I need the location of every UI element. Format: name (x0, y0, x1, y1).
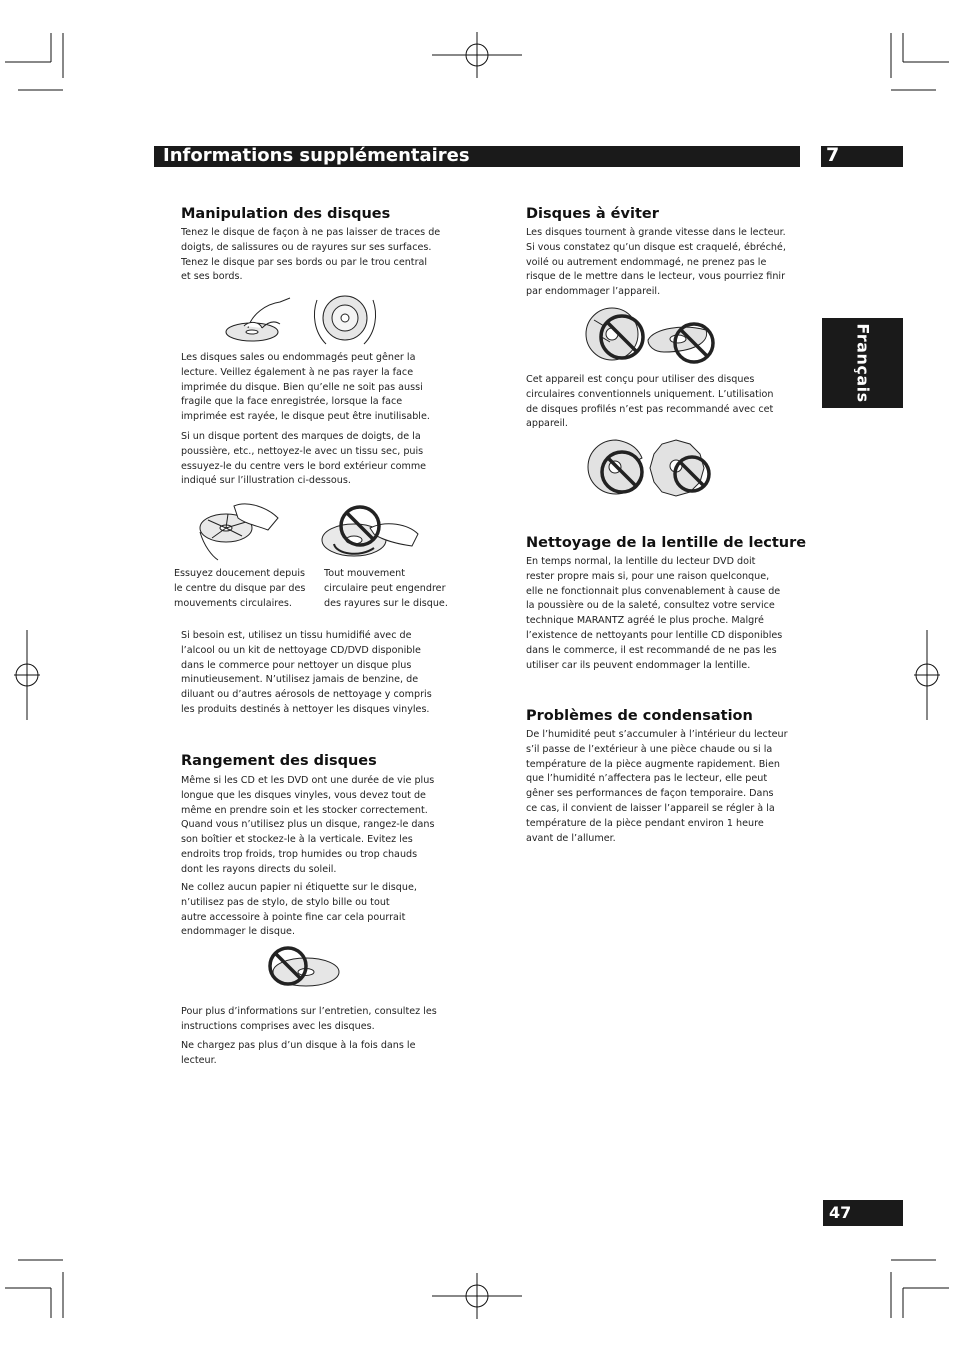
language-tab-label-wrap (822, 318, 903, 408)
text-line: fragile que la face enregistrée, lorsque la face (181, 396, 403, 408)
page-number: 47 (829, 1203, 852, 1222)
text-line: le centre du disque par des (174, 582, 306, 594)
paragraph (526, 555, 802, 673)
text-line: ce cas, il convient de laisser l’appareil se régler à la (526, 802, 775, 814)
text-line: même en prendre soin et les stocker correctement. (181, 804, 428, 816)
text-line: Tout mouvement (324, 568, 405, 579)
no-circular-wipe-illustration (320, 504, 420, 570)
text-line: n’utilisez pas de stylo, de stylo bille ou tout (181, 896, 390, 908)
text-line: son boîtier et stockez-le à la verticale. Evitez les (181, 834, 413, 846)
text-line: diluant ou d’autres aérosols de nettoyage y compris (181, 689, 432, 701)
disc-handling-illustration (222, 292, 382, 348)
text-line: poussière, etc., nettoyez-le avec un tissu sec, puis (181, 445, 424, 457)
paragraph (181, 774, 457, 878)
text-line: l’existence de nettoyants pour lentille CD disponibles (526, 629, 783, 641)
heading-nettoyage: Nettoyage de la lentille de lecture (526, 535, 807, 551)
text-line: et ses bords. (181, 271, 243, 283)
text-line: Cet appareil est conçu pour utiliser des disques (526, 374, 755, 385)
text-line: dans le commerce, il est recommandé de ne pas les (526, 644, 777, 656)
caption-wipe-no (324, 567, 448, 611)
paragraph (181, 629, 457, 718)
text-line: Tenez le disque par ses bords ou par le trou central (181, 256, 428, 268)
text-line: température de la pièce augmente rapidement. Bien (526, 758, 780, 770)
text-line: En temps normal, la lentille du lecteur DVD doit (526, 556, 756, 567)
wipe-center-out-illustration (198, 496, 284, 562)
text-line: autre accessoire à pointe fine car cela pourrait (181, 911, 406, 923)
text-line: les produits destinés à nettoyer les disques vinyles. (181, 703, 430, 715)
text-line: endommager le disque. (181, 926, 295, 938)
cracked-warped-disc-illustration (584, 306, 724, 366)
text-line: endroits trop froids, trop humides ou trop chauds (181, 848, 418, 860)
text-line: circulaires conventionnels uniquement. L’utilisation (526, 388, 774, 400)
text-line: appareil. (526, 418, 568, 430)
text-line: longue que les disques vinyles, vous devez tout de (181, 789, 426, 801)
paragraph (526, 226, 802, 300)
heading-manipulation: Manipulation des disques (181, 206, 391, 222)
text-line: minutieusement. N’utilisez jamais de benzine, de (181, 674, 419, 686)
no-label-disc-illustration (266, 945, 342, 991)
text-line: Pour plus d’informations sur l’entretien, consultez les (181, 1006, 437, 1017)
text-line: rester propre mais si, pour une raison quelconque, (526, 570, 770, 582)
text-line: Ne collez aucun papier ni étiquette sur le disque, (181, 882, 417, 893)
paragraph (181, 430, 457, 489)
text-line: doigts, de salissures ou de rayures sur ses surfaces. (181, 241, 432, 253)
text-line: circulaire peut engendrer (324, 582, 446, 594)
text-line: Si un disque portent des marques de doigts, de la (181, 431, 421, 442)
text-line: Quand vous n’utilisez plus un disque, rangez-le dans (181, 819, 435, 831)
text-line: imprimée du disque. Bien qu’elle ne soit pas aussi (181, 381, 423, 393)
text-line: technique MARANTZ agréé le plus proche. Malgré (526, 615, 764, 627)
text-line: Essuyez doucement depuis (174, 568, 305, 579)
text-line: température de la pièce pendant environ 1 heure (526, 817, 764, 829)
text-line: avant de l’allumer. (526, 832, 616, 844)
text-line: de disques profilés n’est pas recommandé avec cet (526, 403, 774, 415)
paragraph (181, 226, 457, 285)
text-line: l’alcool ou un kit de nettoyage CD/DVD disponible (181, 644, 421, 656)
text-line: des rayures sur le disque. (324, 597, 448, 609)
text-line: risque de le mettre dans le lecteur, vous pourriez finir (526, 271, 786, 283)
text-line: indiqué sur l’illustration ci-dessous. (181, 475, 351, 487)
heading-condensation: Problèmes de condensation (526, 708, 753, 724)
text-line: Les disques tournent à grande vitesse dans le lecteur. (526, 227, 786, 238)
text-line: Tenez le disque de façon à ne pas laisser de traces de (181, 227, 441, 238)
text-line: Si vous constatez qu’un disque est craquelé, ébréché, (526, 241, 786, 253)
caption-wipe-ok (174, 567, 305, 611)
text-line: lecteur. (181, 1054, 217, 1066)
text-line: voilé ou autrement endommagé, ne prenez pas le (526, 256, 767, 268)
paragraph (181, 1005, 457, 1035)
text-line: dans le commerce pour nettoyer un disque plus (181, 659, 412, 671)
text-line: la poussière ou de la saleté, consultez votre service (526, 600, 775, 612)
text-line: Même si les CD et les DVD ont une durée de vie plus (181, 775, 435, 786)
text-line: Les disques sales ou endommagés peut gêner la (181, 352, 416, 363)
text-line: imprimée est rayée, le disque peut être inutilisable. (181, 411, 430, 423)
paragraph (181, 1039, 457, 1069)
text-line: Ne chargez pas plus d’un disque à la fois dans le (181, 1040, 416, 1051)
text-line: essuyez-le du centre vers le bord extérieur comme (181, 460, 427, 472)
language-tab-label: Français (853, 323, 872, 403)
heading-eviter: Disques à éviter (526, 206, 659, 222)
text-line: De l’humidité peut s’accumuler à l’intérieur du lecteur (526, 729, 788, 740)
text-line: gêner ses performances de façon temporaire. Dans (526, 788, 774, 800)
text-line: dont les rayons directs du soleil. (181, 863, 337, 875)
text-line: lecture. Veillez également à ne pas rayer la face (181, 366, 414, 378)
text-line: s’il passe de l’extérieur à une pièce chaude ou si la (526, 743, 773, 755)
text-line: Si besoin est, utilisez un tissu humidifié avec de (181, 630, 412, 641)
text-line: utiliser car ils peuvent endommager la lentille. (526, 659, 751, 671)
chapter-number: 7 (826, 144, 840, 166)
text-line: que l’humidité n’affectera pas le lecteur, elle peut (526, 773, 768, 785)
text-line: par endommager l’appareil. (526, 286, 661, 298)
paragraph (181, 881, 457, 940)
paragraph (181, 351, 457, 425)
text-line: instructions comprises avec les disques. (181, 1020, 375, 1032)
paragraph (526, 373, 802, 432)
shaped-disc-illustration (586, 438, 716, 500)
text-line: mouvements circulaires. (174, 597, 292, 609)
paragraph (526, 728, 802, 846)
heading-rangement: Rangement des disques (181, 753, 377, 769)
section-title: Informations supplémentaires (163, 145, 470, 166)
text-line: elle ne fonctionnait plus convenablement à cause de (526, 585, 781, 597)
